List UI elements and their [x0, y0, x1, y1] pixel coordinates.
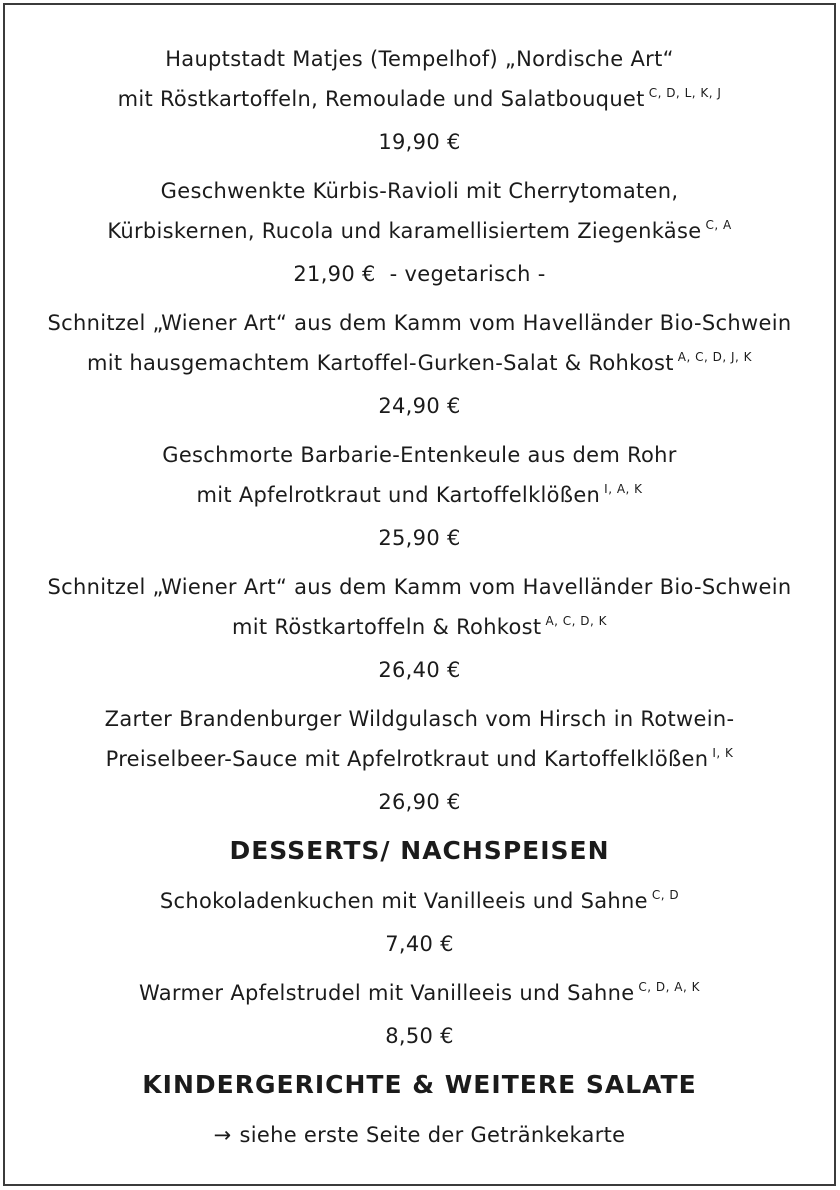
menu-item-price: 19,90 € [378, 130, 461, 154]
menu-item-description: mit hausgemachtem Kartoffel-Gurken-Salat & Rohkost [86, 351, 674, 375]
reference-note-text: siehe erste Seite der Getränkekarte [239, 1123, 626, 1147]
desserts-heading: DESSERTS/ NACHSPEISEN [229, 836, 610, 865]
menu-item-line2 [5, 79, 834, 122]
kids-heading: KINDERGERICHTE & WEITERE SALATE [142, 1070, 697, 1099]
menu-content [5, 5, 834, 1155]
menu-item [5, 973, 834, 1056]
allergen-codes: I, A, K [604, 482, 643, 496]
menu-item [5, 699, 834, 822]
menu-item-description: Preiselbeer-Sauce mit Apfelrotkraut und Kartoffelklößen [105, 747, 709, 771]
vegetarian-note: - vegetarisch - [389, 262, 546, 286]
menu-item [5, 567, 834, 690]
menu-item-line2 [5, 607, 834, 650]
menu-item-description: Warmer Apfelstrudel mit Vanilleeis und Sahne [138, 981, 635, 1005]
menu-item-line1: Schnitzel „Wiener Art“ aus dem Kamm vom Havelländer Bio-Schwein [47, 311, 792, 335]
menu-item-line1: Zarter Brandenburger Wildgulasch vom Hirsch in Rotwein- [104, 707, 735, 731]
menu-item-description: mit Röstkartoffeln & Rohkost [231, 615, 542, 639]
allergen-codes: C, A [705, 218, 732, 232]
menu-item-line1: Schnitzel „Wiener Art“ aus dem Kamm vom Havelländer Bio-Schwein [47, 575, 792, 599]
menu-item-price: 26,90 € [378, 790, 461, 814]
menu-page [3, 3, 836, 1186]
menu-item-price: 8,50 € [385, 1024, 454, 1048]
menu-item-price: 7,40 € [385, 932, 454, 956]
menu-item-line2 [5, 739, 834, 782]
allergen-codes: I, K [712, 746, 734, 760]
menu-item-description: mit Röstkartoffeln, Remoulade und Salatbouquet [117, 87, 645, 111]
menu-item-line2 [5, 475, 834, 518]
menu-item-price: 25,90 € [378, 526, 461, 550]
menu-item-description: Kürbiskernen, Rucola und karamellisiertem Ziegenkäse [107, 219, 702, 243]
right-arrow-icon: → [213, 1123, 232, 1147]
menu-item [5, 303, 834, 426]
menu-item [5, 171, 834, 294]
menu-item [5, 39, 834, 162]
menu-item-price [5, 254, 834, 294]
menu-item-line1 [5, 881, 834, 924]
menu-item-line1 [5, 973, 834, 1016]
allergen-codes: A, C, D, J, K [677, 350, 753, 364]
menu-item-price: 26,40 € [378, 658, 461, 682]
menu-item-price: 24,90 € [378, 394, 461, 418]
price-value: 21,90 € [293, 262, 376, 286]
menu-item-description: mit Apfelrotkraut und Kartoffelklößen [196, 483, 601, 507]
menu-item-line1: Hauptstadt Matjes (Tempelhof) „Nordische Art“ [165, 47, 674, 71]
menu-item [5, 435, 834, 558]
menu-item-line2 [5, 211, 834, 254]
allergen-codes: C, D, A, K [638, 980, 701, 994]
allergen-codes: C, D [651, 888, 680, 902]
menu-item [5, 881, 834, 964]
allergen-codes: A, C, D, K [545, 614, 608, 628]
menu-item-line2 [5, 343, 834, 386]
allergen-codes: C, D, L, K, J [648, 86, 722, 100]
menu-item-line1: Geschwenkte Kürbis-Ravioli mit Cherrytomaten, [160, 179, 679, 203]
menu-item-description: Schokoladenkuchen mit Vanilleeis und Sahne [159, 889, 648, 913]
menu-item-line1: Geschmorte Barbarie-Entenkeule aus dem Rohr [162, 443, 677, 467]
reference-note [5, 1115, 834, 1155]
